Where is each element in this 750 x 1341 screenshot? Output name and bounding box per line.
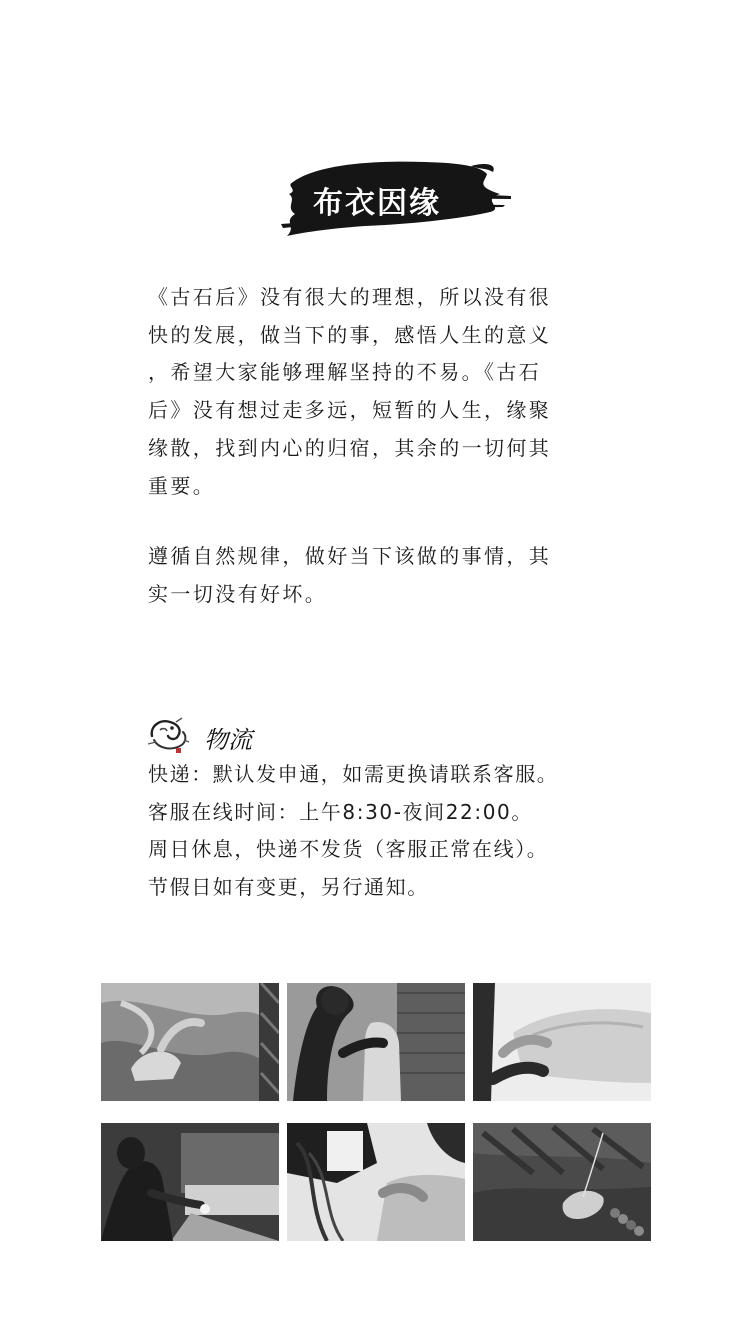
text-line: 快的发展，做当下的事，感悟人生的意义 bbox=[148, 322, 552, 347]
logistics-title: 物流 bbox=[204, 726, 252, 754]
text-line: 缘散，找到内心的归宿，其余的一切何其 bbox=[148, 435, 552, 460]
ink-dragon-logo-icon bbox=[146, 716, 190, 754]
tailor-at-mannequin-photo bbox=[287, 983, 465, 1101]
intro-paragraph-2 bbox=[148, 538, 618, 613]
hand-stitching-photo bbox=[473, 1123, 651, 1241]
text-line: 《古石后》没有很大的理想，所以没有很 bbox=[148, 285, 552, 309]
text-line: 快递：默认发申通，如需更换请联系客服。 bbox=[148, 762, 559, 786]
logistics-info bbox=[148, 756, 618, 906]
sewing-machine-photo bbox=[287, 1123, 465, 1241]
text-line: 重要。 bbox=[148, 473, 216, 498]
machine-cutting-photo bbox=[101, 1123, 279, 1241]
ironing-fabric-photo bbox=[101, 983, 279, 1101]
text-line: 遵循自然规律，做好当下该做的事情，其 bbox=[148, 544, 552, 568]
text-line: 客服在线时间：上午8:30-夜间22:00。 bbox=[148, 799, 533, 824]
text-line: 周日休息，快递不发货（客服正常在线）。 bbox=[148, 837, 549, 861]
intro-paragraph-1 bbox=[148, 279, 618, 505]
text-line: ，希望大家能够理解坚持的不易。《古石 bbox=[148, 360, 542, 385]
banner-title: 布衣因缘 bbox=[313, 186, 441, 221]
text-line: 节假日如有变更，另行通知。 bbox=[148, 874, 429, 899]
text-line: 后》没有想过走多远，短暂的人生，缘聚 bbox=[148, 398, 552, 423]
title-banner bbox=[275, 152, 515, 244]
folding-garment-photo bbox=[473, 983, 651, 1101]
text-line: 实一切没有好坏。 bbox=[148, 581, 328, 606]
